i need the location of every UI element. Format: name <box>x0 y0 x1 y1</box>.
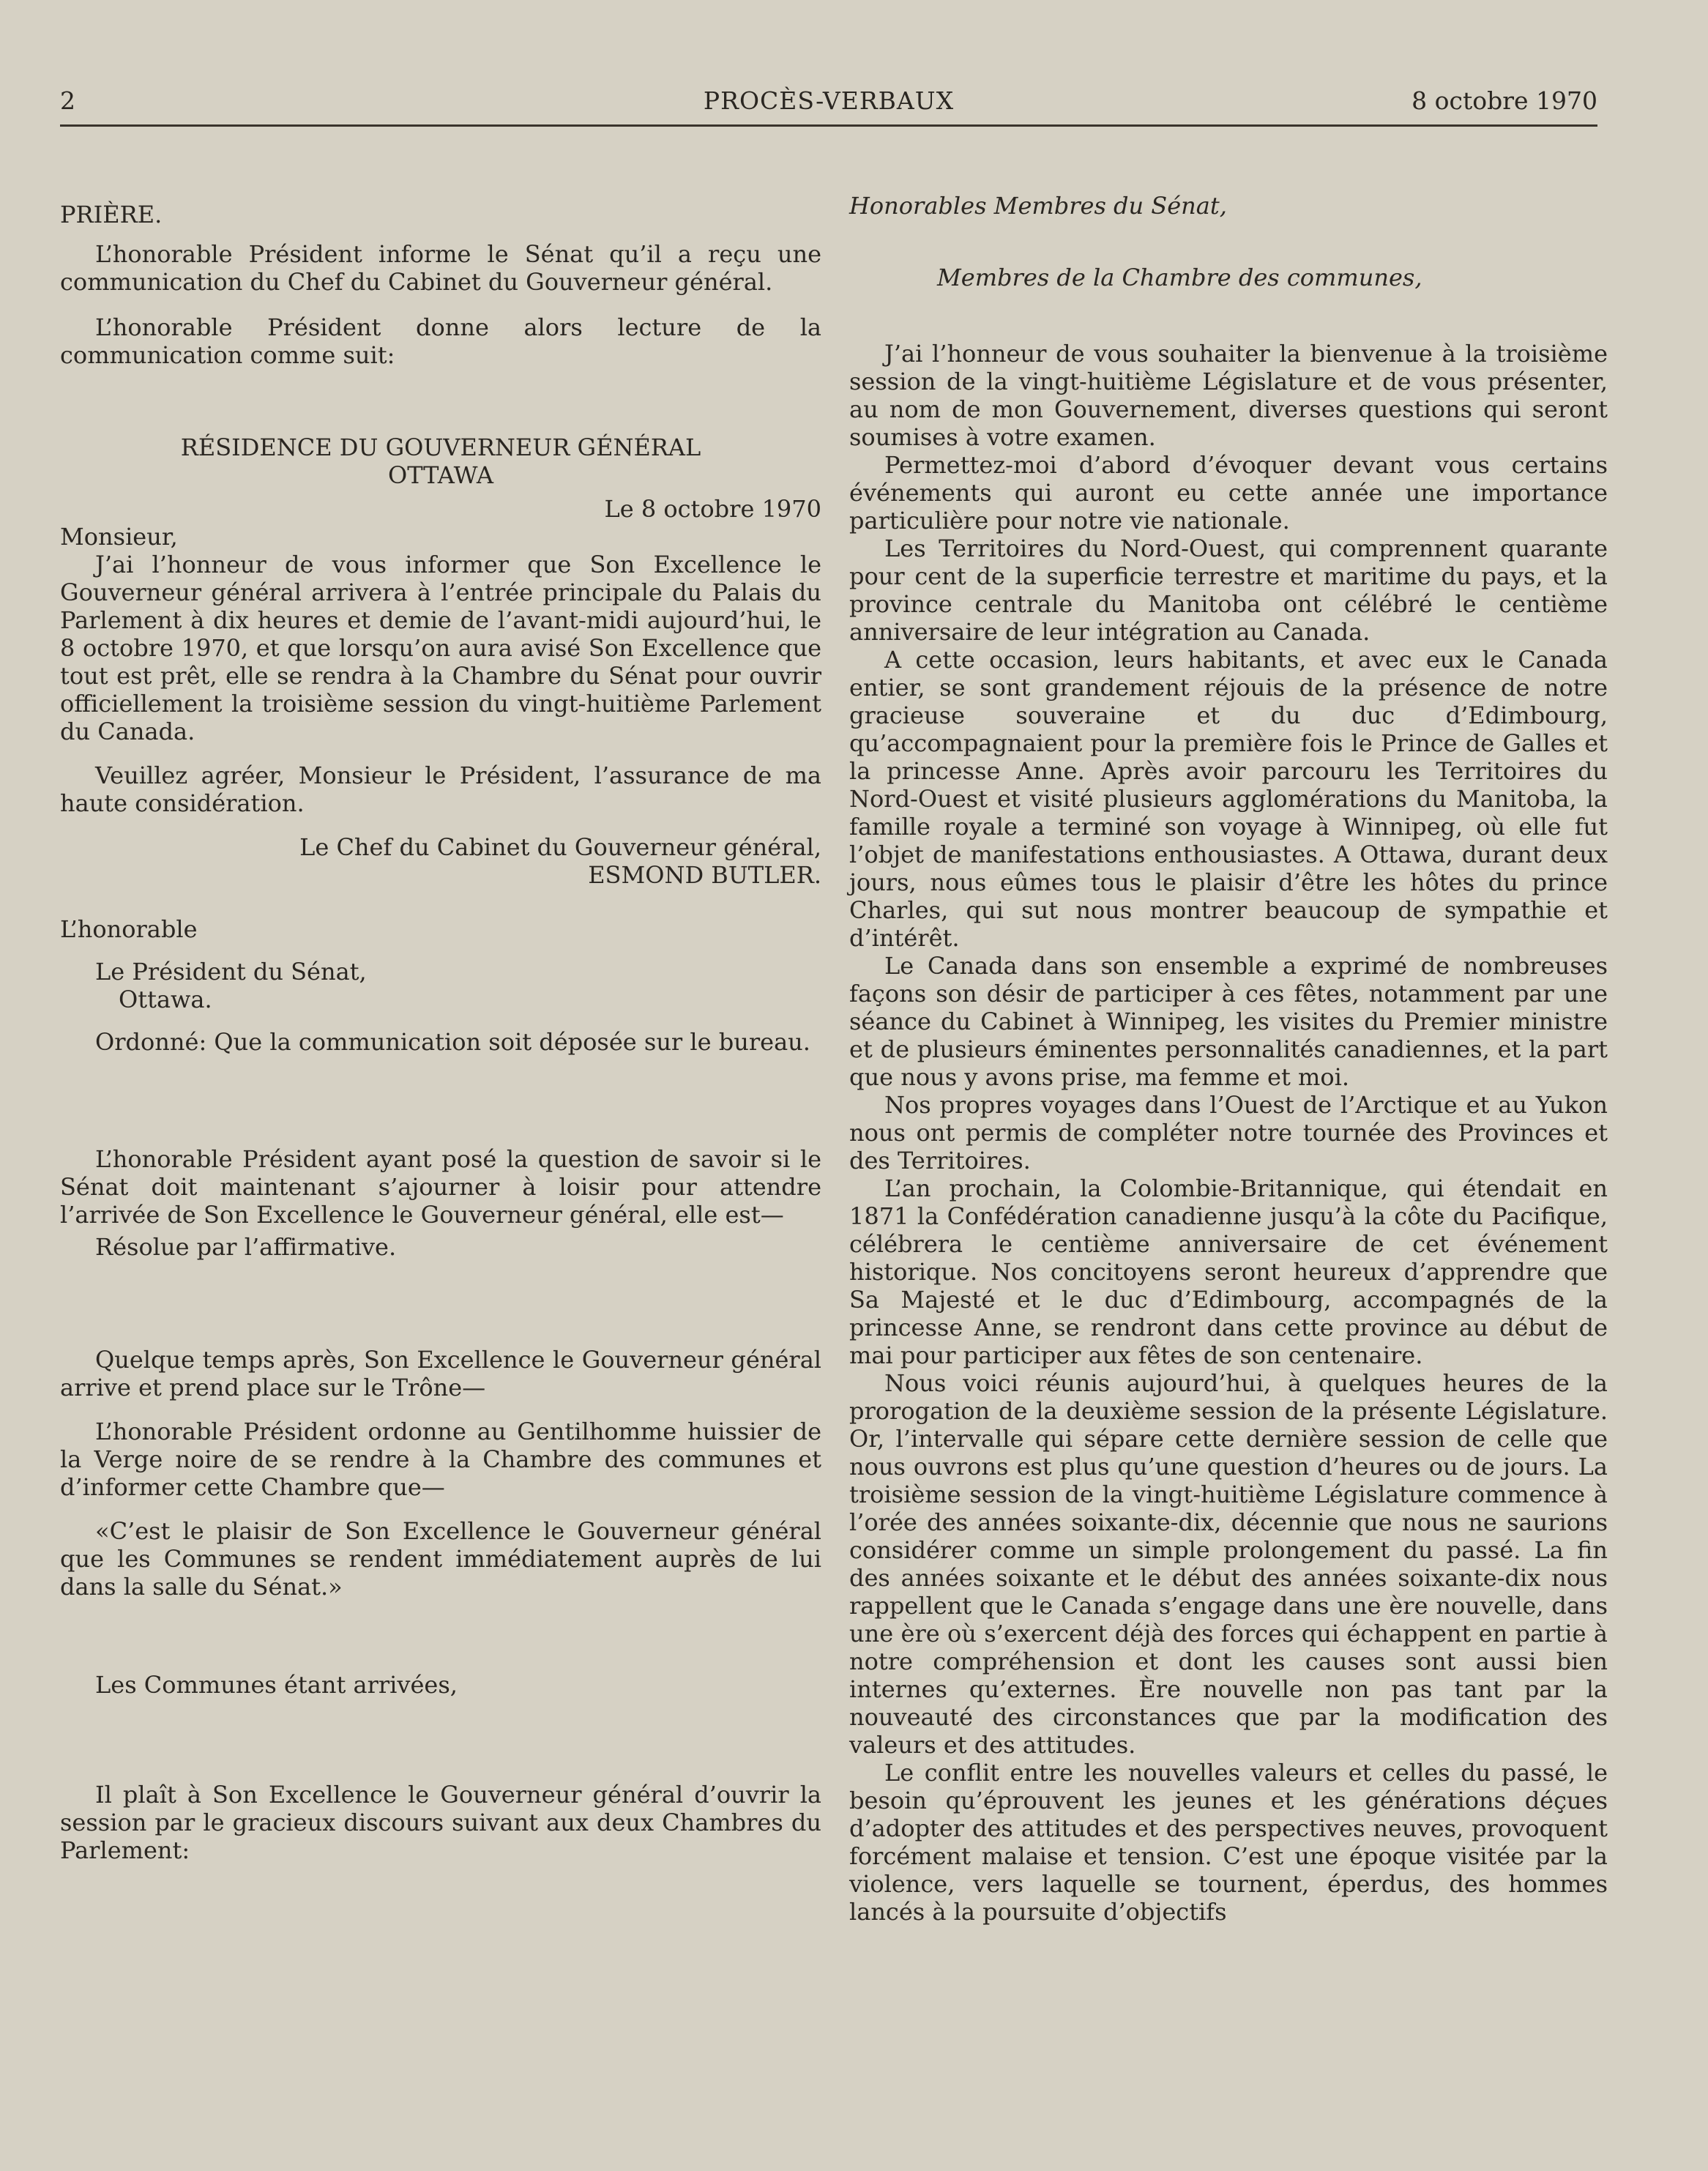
header-title: PROCÈS-VERBAUX <box>703 86 955 115</box>
letter-salutation: Monsieur, <box>60 523 178 551</box>
paragraph: L’honorable Président ayant posé la question de savoir si le Sénat doit maintenant s’ajourner à loisir pour attendre l’arrivée de Son Excellence le Gouverneur général, elle est— <box>60 1145 821 1229</box>
greeting-senate: Honorables Membres du Sénat, <box>849 192 1227 220</box>
speech-paragraph: L’an prochain, la Colombie-Britannique, qui étendait en 1871 la Confédération canadienne jusqu’à la côte du Pacifique, célébrera le centième anniversaire de cet événement historique. Nos concitoyens seront heureux d’apprendre que Sa Majesté et le duc d’Edimbourg, accompagnés de la princesse Anne, se rendront dans cette province au début de mai pour participer aux fêtes de son centenaire. <box>849 1174 1608 1369</box>
speech-paragraph: Le Canada dans son ensemble a exprimé de nombreuses façons son désir de participer à ces fêtes, notamment par une séance du Cabinet à Winnipeg, les visites du Premier ministre et de plusieurs éminentes personnalités canadiennes, et la part que nous y avons prise, ma femme et moi. <box>849 952 1608 1091</box>
paragraph: L’honorable Président ordonne au Gentilhomme huissier de la Verge noire de se rendre à la Chambre des communes et d’informer cette Chambre que— <box>60 1418 821 1501</box>
speech-paragraph: Permettez-moi d’abord d’évoquer devant vous certains événements qui auront eu cette année une importance particulière pour notre vie nationale. <box>849 451 1608 535</box>
letter-body: J’ai l’honneur de vous informer que Son Excellence le Gouverneur général arrivera à l’entrée principale du Palais du Parlement à dix heures et demie de l’avant-midi aujourd’hui, le 8 octobre 1970, et que lorsqu’on aura avisé Son Excellence que tout est prêt, elle se rendra à la Chambre du Sénat pour ouvrir officiellement la troisième session du vingt-huitième Parlement du Canada. <box>60 551 821 745</box>
header-date: 8 octobre 1970 <box>1411 86 1597 115</box>
paragraph: Il plaît à Son Excellence le Gouverneur général d’ouvrir la session par le gracieux discours suivant aux deux Chambres du Parlement: <box>60 1781 821 1864</box>
speech-paragraph: Nos propres voyages dans l’Ouest de l’Arctique et au Yukon nous ont permis de compléter notre tournée des Provinces et des Territoires. <box>849 1091 1608 1174</box>
letter-signer-name: ESMOND BUTLER. <box>588 861 821 889</box>
letter-address: L’honorable <box>60 915 198 943</box>
letter-address: Ottawa. <box>119 986 212 1013</box>
quoted-message: «C’est le plaisir de Son Excellence le Gouverneur général que les Communes se rendent immédiatement auprès de lui dans la salle du Sénat.» <box>60 1517 821 1601</box>
right-column <box>849 192 1608 1926</box>
greeting-commons: Membres de la Chambre des communes, <box>937 264 1422 291</box>
speech-paragraph: Les Territoires du Nord-Ouest, qui comprennent quarante pour cent de la superficie terrestre et maritime du pays, et la province centrale du Manitoba ont célébré le centième anniversaire de leur intégration au Canada. <box>849 535 1608 646</box>
letter-closing: Veuillez agréer, Monsieur le Président, l’assurance de ma haute considération. <box>60 761 821 817</box>
paragraph: L’honorable Président donne alors lecture de la communication comme suit: <box>60 313 821 369</box>
letter-signer-title: Le Chef du Cabinet du Gouverneur général, <box>299 833 821 861</box>
letter-address: Le Président du Sénat, <box>95 958 367 986</box>
letter-residence: RÉSIDENCE DU GOUVERNEUR GÉNÉRAL <box>180 433 701 461</box>
ordonne-paragraph: Ordonné: Que la communication soit déposée sur le bureau. <box>95 1028 810 1056</box>
speech-paragraph: Le conflit entre les nouvelles valeurs et celles du passé, le besoin qu’éprouvent les jeunes et les générations déçues d’adopter des attitudes et des perspectives neuves, provoquent forcément malaise et tension. C’est une époque visitée par la violence, vers laquelle se tournent, éperdus, des hommes lancés à la poursuite d’objectifs <box>849 1759 1608 1926</box>
page-header <box>60 86 1597 127</box>
speech-paragraph: J’ai l’honneur de vous souhaiter la bienvenue à la troisième session de la vingt-huitième Législature et de vous présenter, au nom de mon Gouvernement, diverses questions qui seront soumises à votre examen. <box>849 340 1608 451</box>
page-number: 2 <box>60 86 75 115</box>
paragraph: Quelque temps après, Son Excellence le Gouverneur général arrive et prend place sur le Trône— <box>60 1346 821 1401</box>
letter-date: Le 8 octobre 1970 <box>604 495 821 523</box>
throne-speech <box>849 340 1608 1926</box>
speech-paragraph: Nous voici réunis aujourd’hui, à quelques heures de la prorogation de la deuxième session de la présente Législature. Or, l’intervalle qui sépare cette dernière session de celle que nous ouvrons est plus qu’une question d’heures ou de jours. La troisième session de la vingt-huitième Législature commence à l’orée des années soixante-dix, décennie que nous ne saurions considérer comme un simple prolongement du passé. La fin des années soixante et le début des années soixante-dix nous rappellent que le Canada s’engage dans une ère nouvelle, dans une ère où s’exercent déjà des forces qui échappent en partie à notre compréhension et dont les causes sont aussi bien internes qu’externes. Ère nouvelle non pas tant par la nouveauté des circonstances que par la modification des valeurs et des attitudes. <box>849 1369 1608 1759</box>
letter-city: OTTAWA <box>388 461 493 489</box>
paragraph: L’honorable Président informe le Sénat qu’il a reçu une communication du Chef du Cabinet du Gouverneur général. <box>60 240 821 296</box>
paragraph: Les Communes étant arrivées, <box>95 1671 458 1699</box>
left-column <box>60 192 821 1864</box>
speech-paragraph: A cette occasion, leurs habitants, et avec eux le Canada entier, se sont grandement réjouis de la présence de notre gracieuse souveraine et du duc d’Edimbourg, qu’accompagnaient pour la première fois le Prince de Galles et la princesse Anne. Après avoir parcouru les Territoires du Nord-Ouest et visité plusieurs agglomérations du Manitoba, la famille royale a terminé son voyage à Winnipeg, où elle fut l’objet de manifestations enthousiastes. A Ottawa, durant deux jours, nous eûmes tous le plaisir d’être les hôtes du prince Charles, qui sut nous montrer beaucoup de sympathie et d’intérêt. <box>849 646 1608 952</box>
resolution: Résolue par l’affirmative. <box>95 1233 397 1261</box>
priere-heading: PRIÈRE. <box>60 201 163 228</box>
